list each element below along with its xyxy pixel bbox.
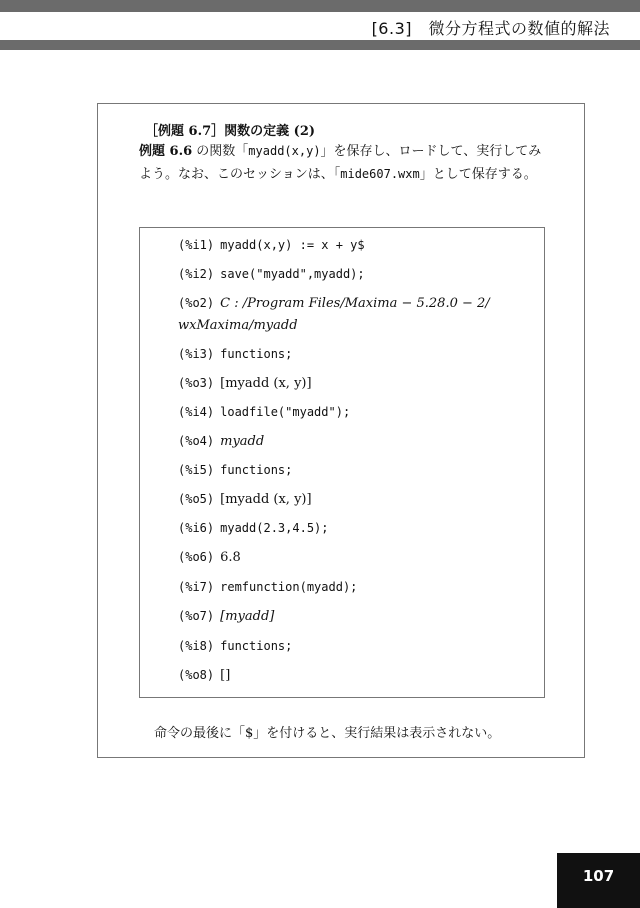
session-line	[178, 550, 241, 565]
session-line	[178, 376, 312, 391]
example-title: ［例題 6.7］関数の定義 (2)	[145, 124, 316, 139]
input-code: myadd(x,y) := x + y$	[220, 238, 365, 252]
session-line	[178, 521, 329, 536]
header-bar	[0, 40, 640, 50]
input-code: remfunction(myadd);	[220, 580, 358, 594]
output-text: 6.8	[220, 550, 241, 565]
prompt-label: (%o2)	[178, 296, 215, 310]
prompt-label: (%i4)	[178, 405, 215, 419]
prompt-label: (%i2)	[178, 267, 215, 281]
output-text: [myadd (x, y)]	[220, 492, 312, 507]
section-header: [6.3] 微分方程式の数値的解法	[371, 19, 610, 38]
body-code-2: mide607.wxm	[340, 167, 420, 181]
session-line	[178, 347, 292, 362]
prompt-label: (%o8)	[178, 668, 215, 682]
example-ref: 例題 6.6	[139, 144, 193, 159]
session-line	[178, 609, 274, 624]
input-code: functions;	[220, 347, 293, 361]
footer-note: 命令の最後に「$」を付けると、実行結果は表示されない。	[154, 726, 501, 741]
output-text: wxMaxima/myadd	[178, 318, 298, 333]
session-line	[178, 296, 490, 311]
prompt-label: (%i8)	[178, 639, 215, 653]
session-line	[178, 492, 312, 507]
output-text: C : /Program Files/Maxima − 5.28.0 − 2/	[220, 296, 490, 311]
input-code: loadfile("myadd");	[220, 405, 351, 419]
session-line	[178, 238, 365, 253]
prompt-label: (%o7)	[178, 609, 215, 623]
input-code: functions;	[220, 639, 293, 653]
input-code: save("myadd",myadd);	[220, 267, 365, 281]
output-text: [myadd]	[220, 609, 275, 624]
body-text-3: 」として保存する。	[419, 167, 537, 182]
body-text-2: 」を保存し、ロードして、実行してみよう。なお、このセッションは、「	[139, 144, 542, 182]
top-bar	[0, 0, 640, 12]
body-code-1: myadd(x,y)	[248, 144, 321, 158]
prompt-label: (%i6)	[178, 521, 215, 535]
body-text-1: の関数「	[192, 144, 249, 159]
prompt-label: (%i1)	[178, 238, 215, 252]
example-body	[139, 140, 551, 186]
prompt-label: (%o4)	[178, 434, 215, 448]
prompt-label: (%o3)	[178, 376, 215, 390]
prompt-label: (%o6)	[178, 550, 215, 564]
session-line	[178, 668, 230, 683]
session-line-cont	[178, 318, 298, 333]
prompt-label: (%i3)	[178, 347, 215, 361]
input-code: myadd(2.3,4.5);	[220, 521, 329, 535]
session-line	[178, 267, 365, 282]
output-text: [myadd (x, y)]	[220, 376, 312, 391]
session-line	[178, 580, 357, 595]
output-text: myadd	[220, 434, 265, 449]
session-line	[178, 639, 292, 654]
session-line	[178, 463, 292, 478]
prompt-label: (%i7)	[178, 580, 215, 594]
input-code: functions;	[220, 463, 293, 477]
session-line	[178, 405, 350, 420]
session-line	[178, 434, 264, 449]
output-text: []	[220, 668, 231, 683]
prompt-label: (%o5)	[178, 492, 215, 506]
page-number: 107	[557, 853, 640, 908]
prompt-label: (%i5)	[178, 463, 215, 477]
